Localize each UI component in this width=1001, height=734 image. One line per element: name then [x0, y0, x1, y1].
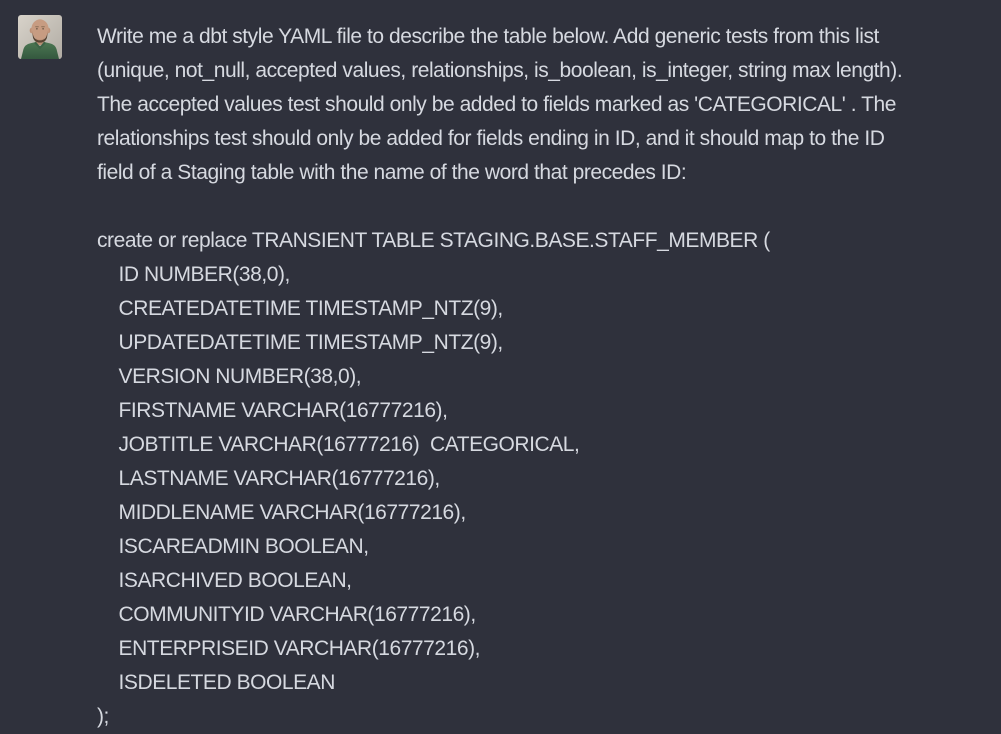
- sql-line: ENTERPRISEID VARCHAR(16777216),: [97, 637, 480, 660]
- sql-line: COMMUNITYID VARCHAR(16777216),: [97, 603, 476, 626]
- sql-line: UPDATEDATETIME TIMESTAMP_NTZ(9),: [97, 331, 503, 354]
- user-avatar-portrait: [18, 15, 62, 59]
- prompt-line: The accepted values test should only be added to fields marked as 'CATEGORICAL' . The: [97, 93, 896, 116]
- sql-line: LASTNAME VARCHAR(16777216),: [97, 467, 440, 490]
- message-content: [97, 15, 902, 734]
- user-avatar: [18, 15, 62, 59]
- sql-line: ISCAREADMIN BOOLEAN,: [97, 535, 369, 558]
- sql-line: ISARCHIVED BOOLEAN,: [97, 569, 352, 592]
- sql-ddl-text: [97, 224, 902, 734]
- user-prompt-text: [97, 20, 902, 190]
- sql-line: ISDELETED BOOLEAN: [97, 671, 335, 694]
- sql-line: MIDDLENAME VARCHAR(16777216),: [97, 501, 466, 524]
- sql-line: CREATEDATETIME TIMESTAMP_NTZ(9),: [97, 297, 503, 320]
- sql-line: FIRSTNAME VARCHAR(16777216),: [97, 399, 448, 422]
- sql-line: );: [97, 705, 109, 728]
- prompt-line: Write me a dbt style YAML file to describe the table below. Add generic tests from this list: [97, 25, 879, 48]
- sql-line: VERSION NUMBER(38,0),: [97, 365, 362, 388]
- prompt-line: relationships test should only be added for fields ending in ID, and it should map to the ID: [97, 127, 885, 150]
- prompt-line: field of a Staging table with the name of the word that precedes ID:: [97, 161, 687, 184]
- sql-line: create or replace TRANSIENT TABLE STAGING.BASE.STAFF_MEMBER (: [97, 229, 770, 252]
- sql-line: JOBTITLE VARCHAR(16777216) CATEGORICAL,: [97, 433, 580, 456]
- prompt-line: (unique, not_null, accepted values, relationships, is_boolean, is_integer, string max length).: [97, 59, 903, 82]
- sql-line: ID NUMBER(38,0),: [97, 263, 290, 286]
